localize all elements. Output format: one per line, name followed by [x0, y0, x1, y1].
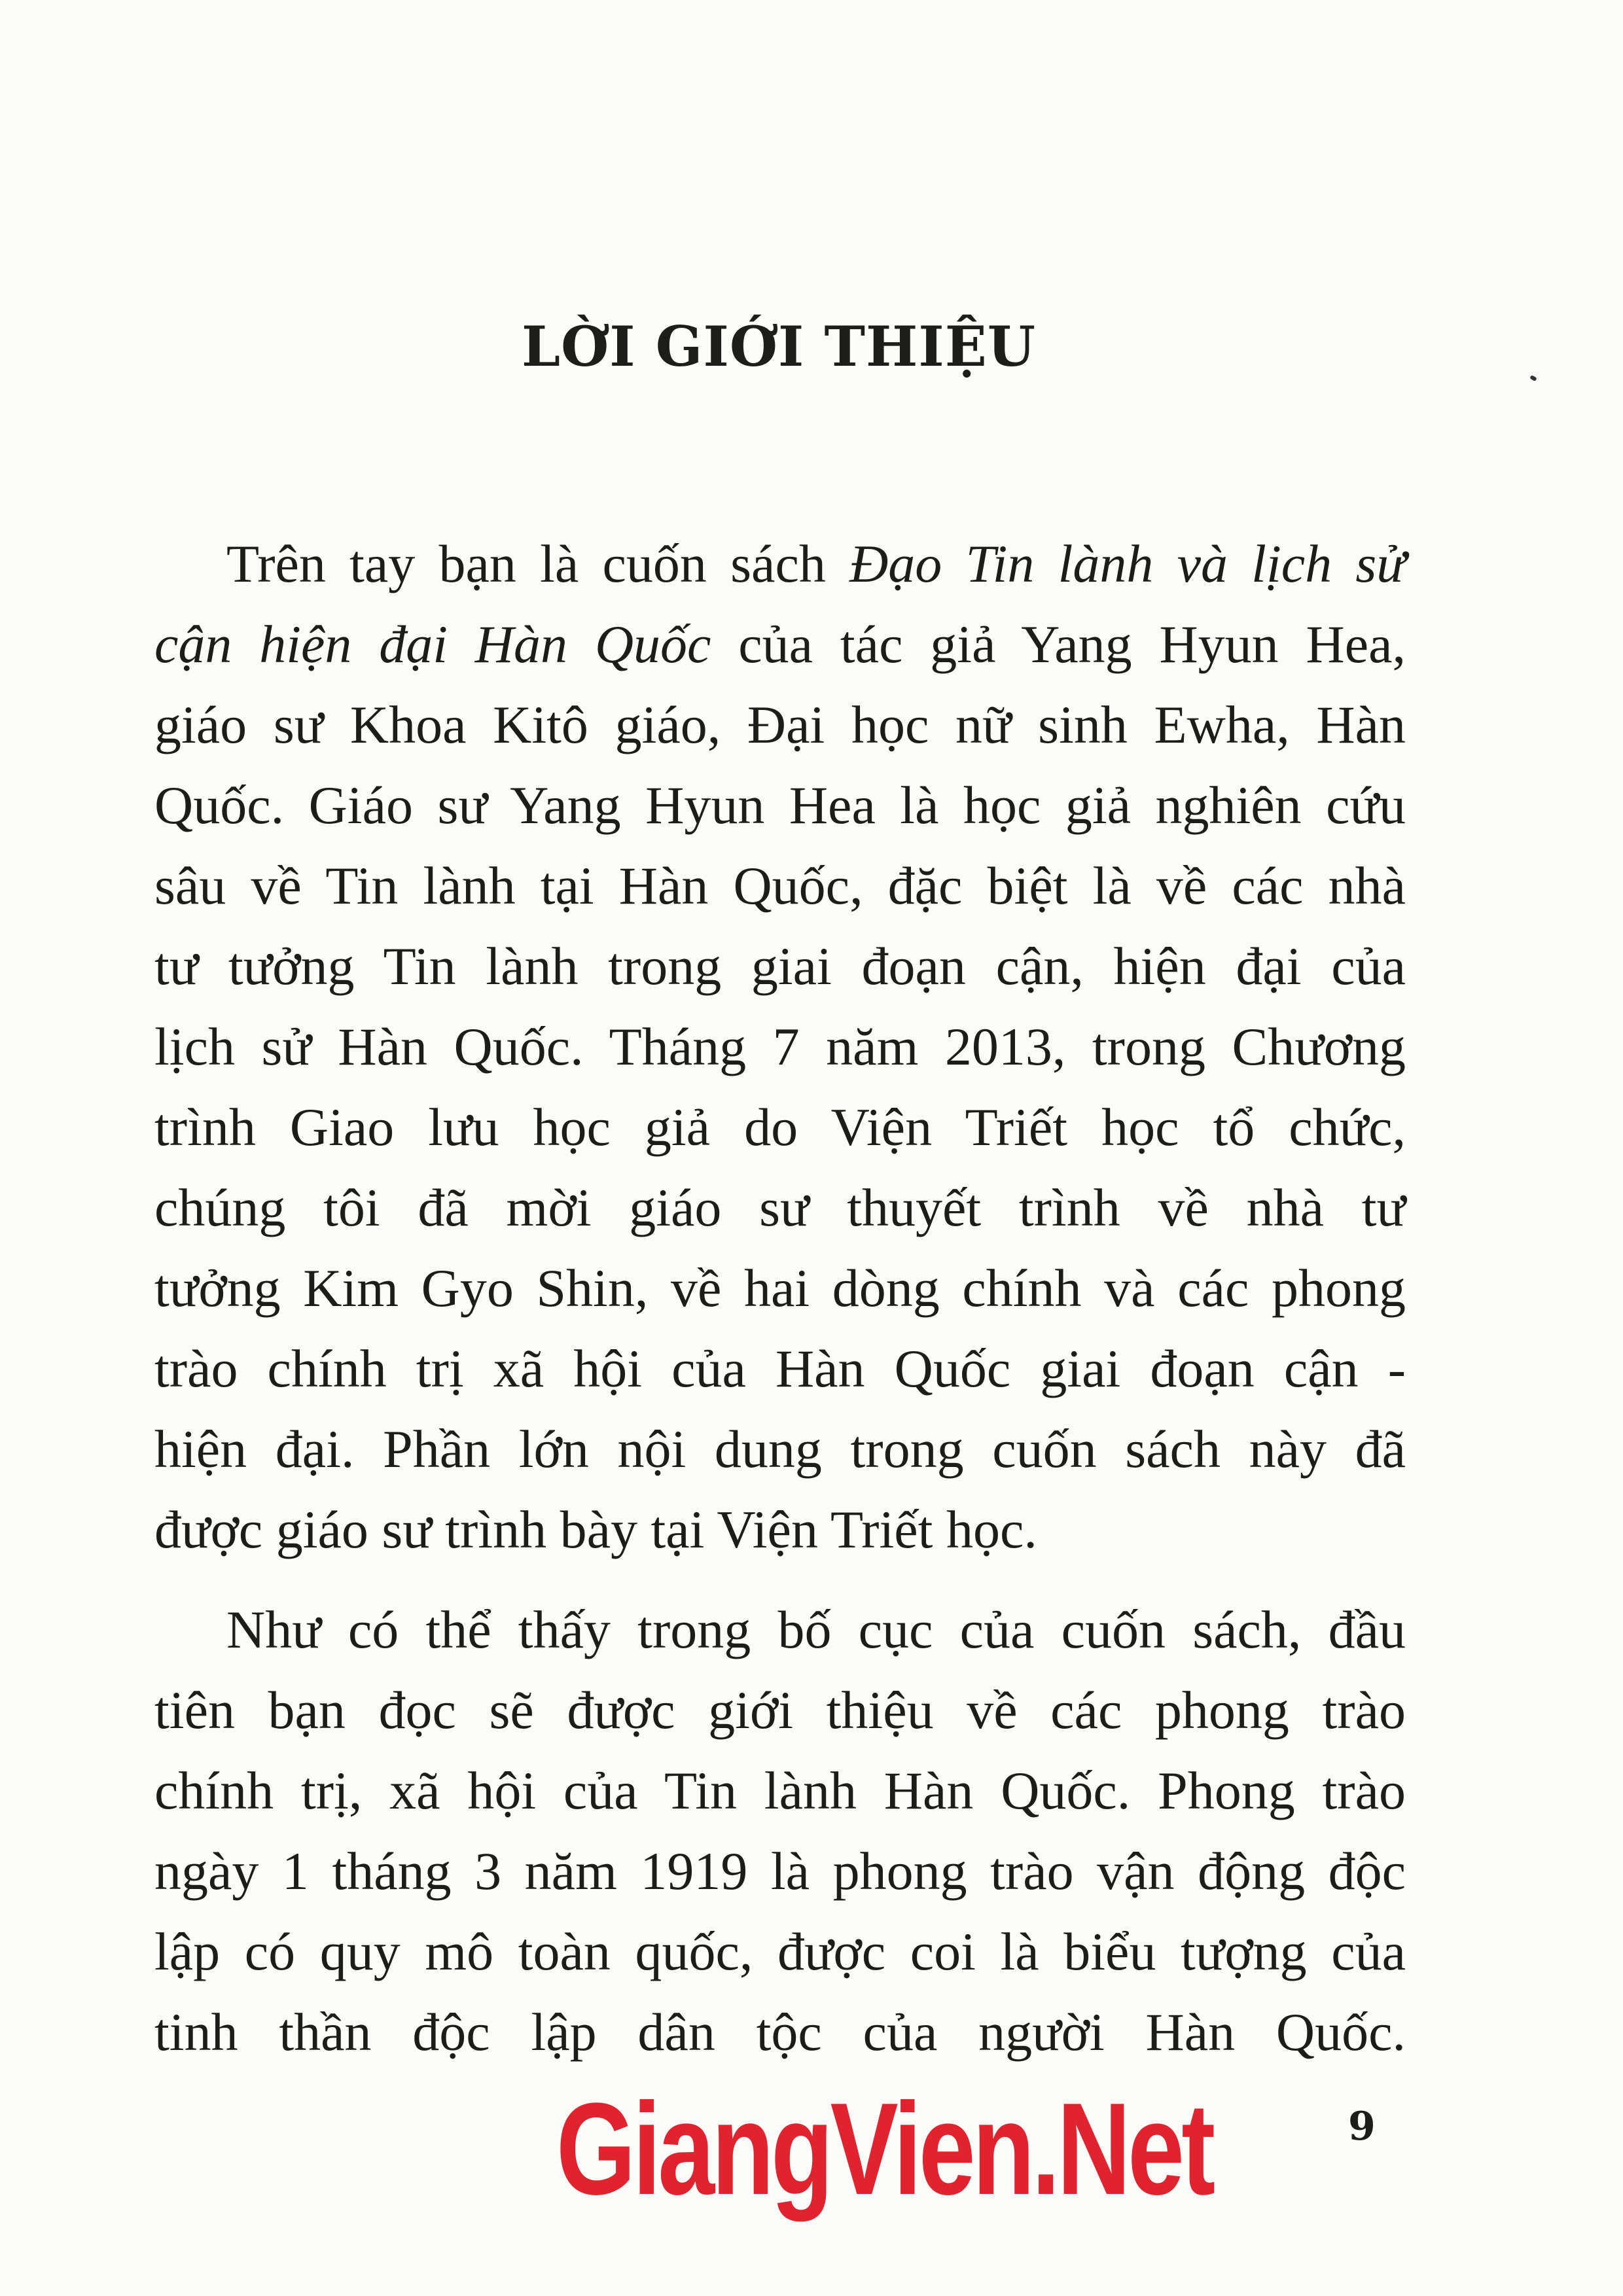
text-line: [154, 1167, 1406, 1248]
text-run: tưởng Kim Gyo Shin, về hai dòng chính và các phong: [154, 1258, 1406, 1318]
text-line: tiên bạn đọc sẽ được giới thiệu về các phong trào: [154, 1680, 1406, 1740]
text-run: sâu về Tin lành tại Hàn Quốc, đặc biệt là về các nhà: [154, 856, 1406, 915]
text-line: chính trị, xã hội của Tin lành Hàn Quốc. Phong trào: [154, 1761, 1406, 1820]
paragraph-1: [154, 523, 1406, 1570]
text-run: tư tưởng Tin lành trong giai đoạn cận, hiện đại của: [154, 936, 1406, 996]
text-line: [154, 684, 1406, 765]
text-line: [154, 926, 1406, 1006]
text-line: lập có quy mô toàn quốc, được coi là biểu tượng của: [154, 1922, 1406, 1981]
text-line: [154, 845, 1406, 926]
text-line: [154, 1248, 1406, 1328]
watermark-logo: GiangVien.Net: [556, 2076, 1213, 2222]
text-line: [154, 1328, 1406, 1409]
page-number: 9: [1348, 2104, 1376, 2149]
text-line: ngày 1 tháng 3 năm 1919 là phong trào vận động độc: [154, 1841, 1406, 1901]
text-run: giáo sư Khoa Kitô giáo, Đại học nữ sinh Ewha, Hàn: [154, 695, 1406, 754]
text-run: chúng tôi đã mời giáo sư thuyết trình về nhà tư: [154, 1178, 1406, 1237]
text-line: [154, 604, 1406, 684]
text-line: [154, 1006, 1406, 1087]
text-run: được giáo sư trình bày tại Viện Triết học.: [154, 1500, 1037, 1559]
text-run: trình Giao lưu học giả do Viện Triết học tổ chức,: [154, 1097, 1406, 1157]
text-line: [154, 523, 1406, 604]
book-title-italic: Đạo Tin lành và lịch sử: [849, 534, 1406, 593]
body-text: [154, 523, 1406, 2072]
text-run: trào chính trị xã hội của Hàn Quốc giai đoạn cận -: [154, 1339, 1406, 1398]
text-run: Trên tay bạn là cuốn sách: [226, 534, 850, 593]
text-run: lịch sử Hàn Quốc. Tháng 7 năm 2013, trong Chương: [154, 1017, 1406, 1076]
text-run: Quốc. Giáo sư Yang Hyun Hea là học giả nghiên cứu: [154, 775, 1406, 835]
text-line: Như có thể thấy trong bố cục của cuốn sách, đầu: [226, 1600, 1406, 1659]
text-line: [154, 1087, 1406, 1167]
text-line: tinh thần độc lập dân tộc của người Hàn Quốc.: [154, 2002, 1406, 2062]
page-title: LỜI GIỚI THIỆU: [522, 314, 1036, 379]
text-run: hiện đại. Phần lớn nội dung trong cuốn sách này đã: [154, 1419, 1406, 1479]
text-run: của tác giả Yang Hyun Hea,: [711, 614, 1406, 674]
paragraph-2: [154, 1589, 1406, 2072]
text-line: [154, 1409, 1406, 1489]
text-line: [154, 1489, 1406, 1570]
book-title-italic: cận hiện đại Hàn Quốc: [154, 614, 711, 674]
text-line: [154, 765, 1406, 845]
